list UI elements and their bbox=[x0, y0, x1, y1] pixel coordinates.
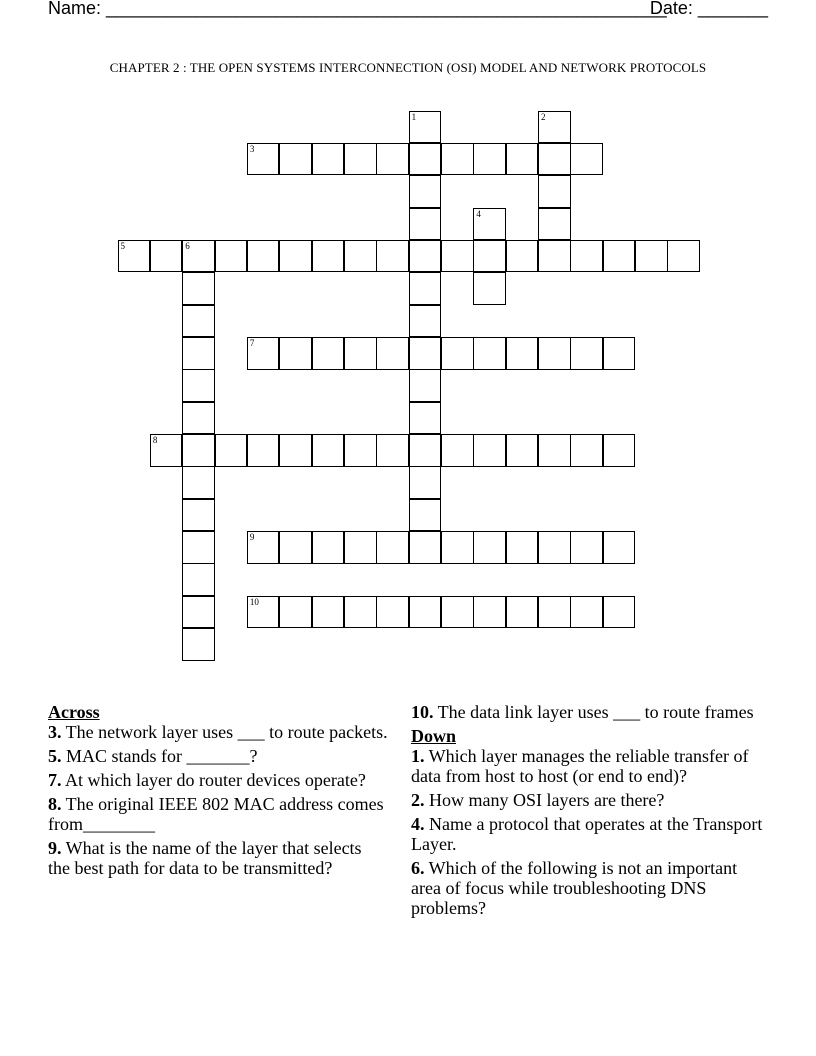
crossword-cell[interactable] bbox=[312, 434, 345, 467]
clue-across-8 bbox=[48, 794, 388, 834]
crossword-cell[interactable] bbox=[538, 337, 571, 370]
crossword-cell[interactable] bbox=[473, 208, 506, 241]
crossword-cell[interactable] bbox=[182, 305, 215, 338]
crossword-cell[interactable] bbox=[312, 143, 345, 176]
crossword-cell[interactable] bbox=[376, 337, 409, 370]
clue-number: 3. bbox=[48, 722, 62, 742]
crossword-cell[interactable] bbox=[279, 596, 312, 629]
clue-across-9 bbox=[48, 838, 388, 878]
clue-across-10 bbox=[411, 702, 771, 722]
crossword-cell[interactable] bbox=[570, 337, 603, 370]
crossword-cell[interactable] bbox=[247, 143, 280, 176]
crossword-cell[interactable] bbox=[570, 596, 603, 629]
clue-text: How many OSI layers are there? bbox=[424, 790, 665, 810]
crossword-cell[interactable] bbox=[182, 563, 215, 596]
crossword-cell[interactable] bbox=[538, 208, 571, 241]
crossword-cell[interactable] bbox=[279, 434, 312, 467]
crossword-cell[interactable] bbox=[441, 240, 474, 273]
clue-across-5 bbox=[48, 746, 388, 766]
clue-number: 2. bbox=[411, 790, 425, 810]
crossword-cell[interactable] bbox=[376, 434, 409, 467]
crossword-cell[interactable] bbox=[279, 143, 312, 176]
crossword-cell[interactable] bbox=[409, 596, 442, 629]
crossword-cell[interactable] bbox=[247, 434, 280, 467]
across-heading: Across bbox=[48, 702, 100, 722]
crossword-cell[interactable] bbox=[312, 240, 345, 273]
crossword-cell[interactable] bbox=[506, 596, 539, 629]
clue-down-2 bbox=[411, 790, 771, 810]
crossword-cell[interactable] bbox=[344, 531, 377, 564]
clue-text: MAC stands for _______? bbox=[61, 746, 258, 766]
crossword-cell[interactable] bbox=[538, 531, 571, 564]
clue-number: 10. bbox=[411, 702, 434, 722]
clue-text: Which of the following is not an important area of focus while troubleshooting DNS problems? bbox=[411, 858, 738, 918]
cell-number: 3 bbox=[249, 143, 255, 154]
crossword-cell[interactable] bbox=[182, 402, 215, 435]
clue-down-4 bbox=[411, 814, 771, 854]
crossword-cell[interactable] bbox=[312, 337, 345, 370]
crossword-cell[interactable] bbox=[473, 596, 506, 629]
crossword-cell[interactable] bbox=[409, 272, 442, 305]
crossword-cell[interactable] bbox=[182, 337, 215, 370]
crossword-cell[interactable] bbox=[409, 111, 442, 144]
clue-text: At which layer do router devices operate? bbox=[61, 770, 366, 790]
crossword-cell[interactable] bbox=[667, 240, 700, 273]
crossword-cell[interactable] bbox=[247, 240, 280, 273]
cell-number: 10 bbox=[249, 596, 259, 607]
crossword-cell[interactable] bbox=[473, 143, 506, 176]
crossword-cell[interactable] bbox=[409, 369, 442, 402]
crossword-cell[interactable] bbox=[538, 240, 571, 273]
clue-number: 1. bbox=[411, 746, 425, 766]
crossword-cell[interactable] bbox=[506, 143, 539, 176]
crossword-cell[interactable] bbox=[150, 434, 183, 467]
crossword-cell[interactable] bbox=[506, 337, 539, 370]
crossword-cell[interactable] bbox=[441, 596, 474, 629]
crossword-cell[interactable] bbox=[312, 531, 345, 564]
crossword-cell[interactable] bbox=[279, 531, 312, 564]
crossword-cell[interactable] bbox=[182, 369, 215, 402]
name-field[interactable]: Name: ________________________________________________________ bbox=[48, 0, 667, 18]
crossword-cell[interactable] bbox=[409, 143, 442, 176]
crossword-cell[interactable] bbox=[279, 337, 312, 370]
clue-text: What is the name of the layer that selects the best path for data to be transmitted? bbox=[48, 838, 362, 878]
crossword-cell[interactable] bbox=[182, 272, 215, 305]
cell-number: 2 bbox=[541, 111, 546, 122]
crossword-cell[interactable] bbox=[409, 531, 442, 564]
crossword-cell[interactable] bbox=[182, 240, 215, 273]
clue-number: 9. bbox=[48, 838, 62, 858]
crossword-cell[interactable] bbox=[473, 531, 506, 564]
cell-number: 8 bbox=[152, 435, 158, 445]
crossword-cell[interactable] bbox=[538, 175, 571, 208]
crossword-cell[interactable] bbox=[409, 337, 442, 370]
clue-text: Name a protocol that operates at the Transport Layer. bbox=[411, 814, 763, 854]
crossword-cell[interactable] bbox=[247, 596, 280, 629]
crossword-cell[interactable] bbox=[538, 143, 571, 176]
crossword-cell[interactable] bbox=[409, 240, 442, 273]
crossword-cell[interactable] bbox=[344, 143, 377, 176]
crossword-cell[interactable] bbox=[312, 596, 345, 629]
crossword-cell[interactable] bbox=[538, 434, 571, 467]
crossword-cell[interactable] bbox=[182, 531, 215, 564]
crossword-cell[interactable] bbox=[215, 240, 248, 273]
clue-down-1 bbox=[411, 746, 771, 786]
crossword-cell[interactable] bbox=[247, 531, 280, 564]
crossword-cell[interactable] bbox=[409, 499, 442, 532]
page-title: CHAPTER 2 : THE OPEN SYSTEMS INTERCONNECTION (OSI) MODEL AND NETWORK PROTOCOLS bbox=[109, 60, 707, 75]
crossword-cell[interactable] bbox=[409, 402, 442, 435]
crossword-cell[interactable] bbox=[182, 499, 215, 532]
clue-text: Which layer manages the reliable transfer of data from host to host (or end to end)? bbox=[411, 746, 749, 786]
clue-number: 6. bbox=[411, 858, 425, 878]
clue-number: 8. bbox=[48, 794, 62, 814]
crossword-cell[interactable] bbox=[603, 434, 636, 467]
crossword-cell[interactable] bbox=[376, 596, 409, 629]
crossword-cell[interactable] bbox=[538, 596, 571, 629]
crossword-cell[interactable] bbox=[344, 337, 377, 370]
crossword-cell[interactable] bbox=[473, 337, 506, 370]
crossword-cell[interactable] bbox=[118, 240, 151, 273]
crossword-cell[interactable] bbox=[182, 466, 215, 499]
clue-text: The network layer uses ___ to route packets. bbox=[61, 722, 388, 742]
crossword-cell[interactable] bbox=[182, 434, 215, 467]
crossword-cell[interactable] bbox=[570, 434, 603, 467]
clue-number: 4. bbox=[411, 814, 425, 834]
crossword-cell[interactable] bbox=[441, 434, 474, 467]
crossword-cell[interactable] bbox=[441, 143, 474, 176]
crossword-cell[interactable] bbox=[409, 305, 442, 338]
clue-across-3 bbox=[48, 722, 388, 742]
crossword-cell[interactable] bbox=[344, 434, 377, 467]
crossword-cell[interactable] bbox=[376, 531, 409, 564]
crossword-cell[interactable] bbox=[409, 175, 442, 208]
clue-across-7 bbox=[48, 770, 388, 790]
crossword-cell[interactable] bbox=[506, 240, 539, 273]
crossword-cell[interactable] bbox=[506, 434, 539, 467]
crossword-cell[interactable] bbox=[150, 240, 183, 273]
clues-right-column bbox=[411, 702, 771, 922]
crossword-cell[interactable] bbox=[473, 240, 506, 273]
cell-number: 5 bbox=[120, 240, 125, 251]
clue-down-6 bbox=[411, 858, 771, 918]
crossword-cell[interactable] bbox=[441, 531, 474, 564]
crossword-cell[interactable] bbox=[538, 111, 571, 144]
cell-number: 7 bbox=[249, 337, 255, 348]
date-field[interactable]: Date: _______ bbox=[649, 0, 768, 18]
crossword-cell[interactable] bbox=[247, 337, 280, 370]
crossword-cell[interactable] bbox=[635, 240, 668, 273]
crossword-cell[interactable] bbox=[182, 628, 215, 661]
crossword-cell[interactable] bbox=[376, 143, 409, 176]
crossword-cell[interactable] bbox=[570, 531, 603, 564]
crossword-cell[interactable] bbox=[279, 240, 312, 273]
crossword-cell[interactable] bbox=[441, 337, 474, 370]
crossword-cell[interactable] bbox=[603, 596, 636, 629]
down-heading: Down bbox=[411, 726, 457, 746]
crossword-cell[interactable] bbox=[603, 240, 636, 273]
crossword-cell[interactable] bbox=[344, 240, 377, 273]
crossword-cell[interactable] bbox=[215, 434, 248, 467]
crossword-cell[interactable] bbox=[344, 596, 377, 629]
crossword-cell[interactable] bbox=[506, 531, 539, 564]
cell-number: 4 bbox=[476, 208, 481, 219]
crossword-cell[interactable] bbox=[182, 596, 215, 629]
crossword-cell[interactable] bbox=[376, 240, 409, 273]
cell-number: 1 bbox=[411, 111, 417, 122]
clue-number: 7. bbox=[48, 770, 62, 790]
crossword-cell[interactable] bbox=[570, 240, 603, 273]
clues-left-column bbox=[48, 702, 388, 882]
crossword-cell[interactable] bbox=[409, 434, 442, 467]
crossword-cell[interactable] bbox=[473, 272, 506, 305]
crossword-cell[interactable] bbox=[473, 434, 506, 467]
crossword-cell[interactable] bbox=[603, 531, 636, 564]
crossword-cell[interactable] bbox=[409, 466, 442, 499]
clue-number: 5. bbox=[48, 746, 62, 766]
crossword-cell[interactable] bbox=[603, 337, 636, 370]
clue-text: The data link layer uses ___ to route frames bbox=[433, 702, 754, 722]
cell-number: 9 bbox=[249, 532, 255, 543]
cell-number: 6 bbox=[185, 240, 190, 251]
crossword-cell[interactable] bbox=[409, 208, 442, 241]
clue-text: The original IEEE 802 MAC address comes from________ bbox=[48, 794, 384, 834]
crossword-cell[interactable] bbox=[570, 143, 603, 176]
